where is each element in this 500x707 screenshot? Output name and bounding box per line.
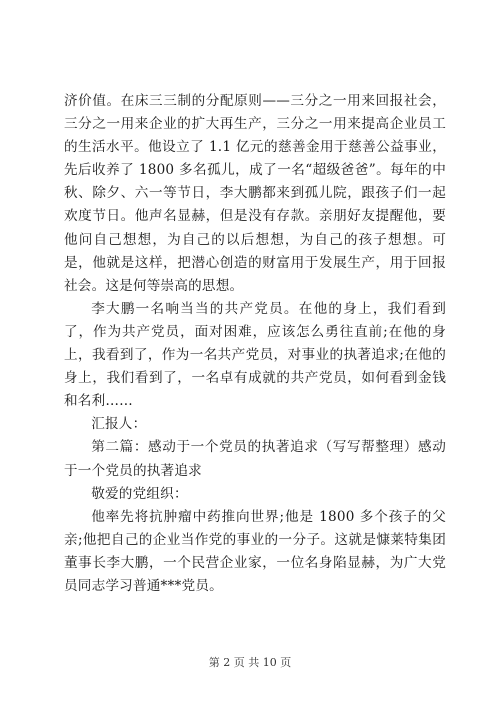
paragraph-reporter: 汇报人： — [91, 416, 147, 433]
paragraph-economic-value: 济价值。在床三三制的分配原则——三分之一用来回报社会，三分之一用来企业的扩大再生产，三分之一用来提高企业员工的生活水平。他设立了 1.1 亿元的慈善金用于慈善公益事业，先后收养了 1800 多名孤儿，成了一名“超级爸爸”。每年的中秋、除夕、六一等节日，李大鹏都来到孤儿院，跟孩子们一起欢度节日。他声名显赫，但是没有存款。亲朋好友提醒他，要他问自己想想，为自己的以后想想，为自己的孩子想想。可是，他就是这样，把潜心创造的财富用于发展生产，用于回报社会。这是何等崇高的思想。 — [64, 93, 446, 294]
paragraph-section-title: 第二篇：感动于一个党员的执著追求（写写帮整理）感动于一个党员的执著追求 — [64, 439, 446, 479]
page-footer: 第 2 页 共 10 页 — [208, 656, 292, 669]
paragraph-salutation: 敬爱的党组织： — [91, 485, 188, 502]
paragraph-party-member: 李大鹏一名响当当的共产党员。在他的身上，我们看到了，作为共产党员，面对困难，应该怎么勇往直前;在他的身上，我看到了，作为一名共产党员，对事业的执著追求;在他的身上，我们看到了，一名卓有成就的共产党员，如何看到金钱和名利…… — [64, 300, 446, 410]
paragraph-introduction: 他率先将抗肿瘤中药推向世界;他是 1800 多个孩子的父亲;他把自己的企业当作党的事业的一分子。这就是慷莱特集团董事长李大鹏，一个民营企业家，一位名身陷显赫，为广大党员同志学习普通***党员。 — [64, 508, 446, 594]
document-body — [64, 90, 446, 598]
